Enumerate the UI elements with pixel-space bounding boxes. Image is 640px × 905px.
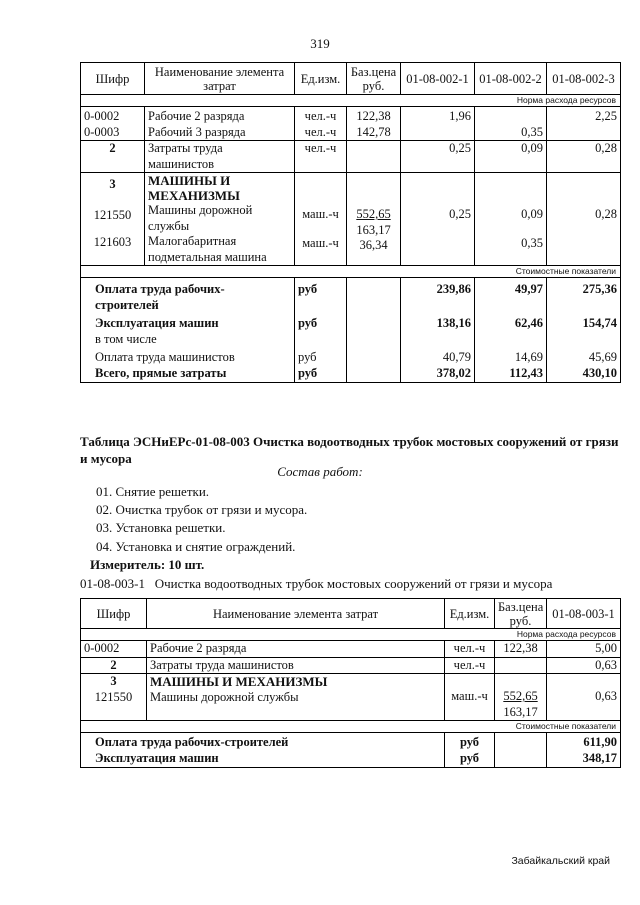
cost-label: Стоимостные показатели [81, 721, 621, 733]
row-name: МАШИНЫ И МЕХАНИЗМЫ Машины дорожной службы [147, 674, 445, 721]
row-price: 552,65 163,17 [495, 674, 547, 721]
row-value-3: 0,28 [547, 141, 621, 173]
row-name: Затраты труда машинистов [147, 657, 445, 674]
cost-subheader-row [81, 266, 621, 278]
work-item: 01. Снятие решетки. [96, 484, 210, 499]
row-name: Рабочие 2 разряда [147, 641, 445, 658]
cost-units: руб руб [445, 733, 495, 768]
cost-values-1: 239,86 138,16 40,79 378,02 [401, 278, 475, 383]
row-value-3: 0,28 [547, 173, 621, 266]
row-code: 3 121550 [81, 674, 147, 721]
norm-label: Норма расхода ресурсов [81, 629, 621, 641]
row-name: Рабочие 2 разряда Рабочий 3 разряда [145, 107, 295, 141]
row-code: 2 [81, 141, 145, 173]
cost-values-2: 49,97 62,46 14,69 112,43 [475, 278, 547, 383]
row-name: Затраты труда машинистов [145, 141, 295, 173]
work-item: 03. Установка решетки. [96, 520, 226, 535]
table-row [81, 173, 621, 266]
row-price [495, 657, 547, 674]
cost-units: руб руб руб руб [295, 278, 347, 383]
table-row [81, 107, 621, 141]
header-price: Баз.цена руб. [347, 63, 401, 95]
row-code: 0-0002 [81, 641, 147, 658]
cost-values-1: 611,90 348,17 [547, 733, 621, 768]
row-value-1: 0,25 [401, 141, 475, 173]
row-name: МАШИНЫ И МЕХАНИЗМЫ Машины дорожной службы Малогабаритная подметальная машина [145, 173, 295, 266]
header-col-3: 01-08-002-3 [547, 63, 621, 95]
cost-block [81, 278, 621, 383]
work-item: 02. Очистка трубок от грязи и мусора. [96, 502, 308, 517]
norm-label: Норма расхода ресурсов [81, 95, 621, 107]
cost-names: Оплата труда рабочих-строителей Эксплуатация машин в том числе Оплата труда машинистов Всего, прямые затраты [81, 278, 295, 383]
header-code: Шифр [81, 599, 147, 629]
row-value-2: 0,09 0,35 [475, 173, 547, 266]
row-value-1: 0,63 [547, 657, 621, 674]
cost-subheader-row [81, 721, 621, 733]
row-value-2: 0,09 [475, 141, 547, 173]
header-unit: Ед.изм. [445, 599, 495, 629]
table-header-row [81, 599, 621, 629]
row-value-3: 2,25 [547, 107, 621, 141]
row-unit: маш.-ч [445, 674, 495, 721]
row-unit: чел.-ч [295, 141, 347, 173]
row-value-1: 5,00 [547, 641, 621, 658]
row-unit: маш.-ч маш.-ч [295, 173, 347, 266]
row-code: 0-0002 0-0003 [81, 107, 145, 141]
table-row [81, 674, 621, 721]
table-header-row [81, 63, 621, 95]
table-row [81, 141, 621, 173]
header-price: Баз.цена руб. [495, 599, 547, 629]
row-price: 552,65 163,17 36,34 [347, 173, 401, 266]
cost-values-3: 275,36 154,74 45,69 430,10 [547, 278, 621, 383]
row-price: 122,38 142,78 [347, 107, 401, 141]
row-price: 122,38 [495, 641, 547, 658]
row-value-2: 0,35 [475, 107, 547, 141]
header-col-1: 01-08-003-1 [547, 599, 621, 629]
cost-names: Оплата труда рабочих-строителей Эксплуатация машин [81, 733, 445, 768]
header-name: Наименование элемента затрат [147, 599, 445, 629]
row-code: 2 [81, 657, 147, 674]
row-unit: чел.-ч [445, 657, 495, 674]
cost-block [81, 733, 621, 768]
region-footer: Забайкальский край [511, 855, 610, 867]
table-row [81, 641, 621, 658]
header-unit: Ед.изм. [295, 63, 347, 95]
cost-price-empty [347, 278, 401, 383]
resource-table-01-08-003 [80, 598, 621, 768]
row-value-1: 0,63 [547, 674, 621, 721]
row-value-1: 0,25 [401, 173, 475, 266]
page-number: 319 [310, 36, 330, 51]
row-unit: чел.-ч чел.-ч [295, 107, 347, 141]
header-name: Наименование элемента затрат [145, 63, 295, 95]
resource-table-01-08-002 [80, 62, 621, 383]
norm-subheader-row [81, 95, 621, 107]
measure-unit: Измеритель: 10 шт. [90, 557, 205, 572]
cost-price-empty [495, 733, 547, 768]
work-item: 04. Установка и снятие ограждений. [96, 539, 296, 554]
header-col-1: 01-08-002-1 [401, 63, 475, 95]
item-description: 01-08-003-1 Очистка водоотводных трубок мостовых сооружений от грязи и мусора [80, 576, 553, 591]
row-value-1: 1,96 [401, 107, 475, 141]
row-unit: чел.-ч [445, 641, 495, 658]
row-code: 3 121550 121603 [81, 173, 145, 266]
table-row [81, 657, 621, 674]
table-title: Таблица ЭСНиЕРс-01-08-003 Очистка водоотводных трубок мостовых сооружений от грязи и мусора [80, 434, 619, 466]
header-col-2: 01-08-002-2 [475, 63, 547, 95]
norm-subheader-row [81, 629, 621, 641]
row-price [347, 141, 401, 173]
composition-label: Состав работ: [277, 464, 363, 479]
cost-label: Стоимостные показатели [81, 266, 621, 278]
header-code: Шифр [81, 63, 145, 95]
